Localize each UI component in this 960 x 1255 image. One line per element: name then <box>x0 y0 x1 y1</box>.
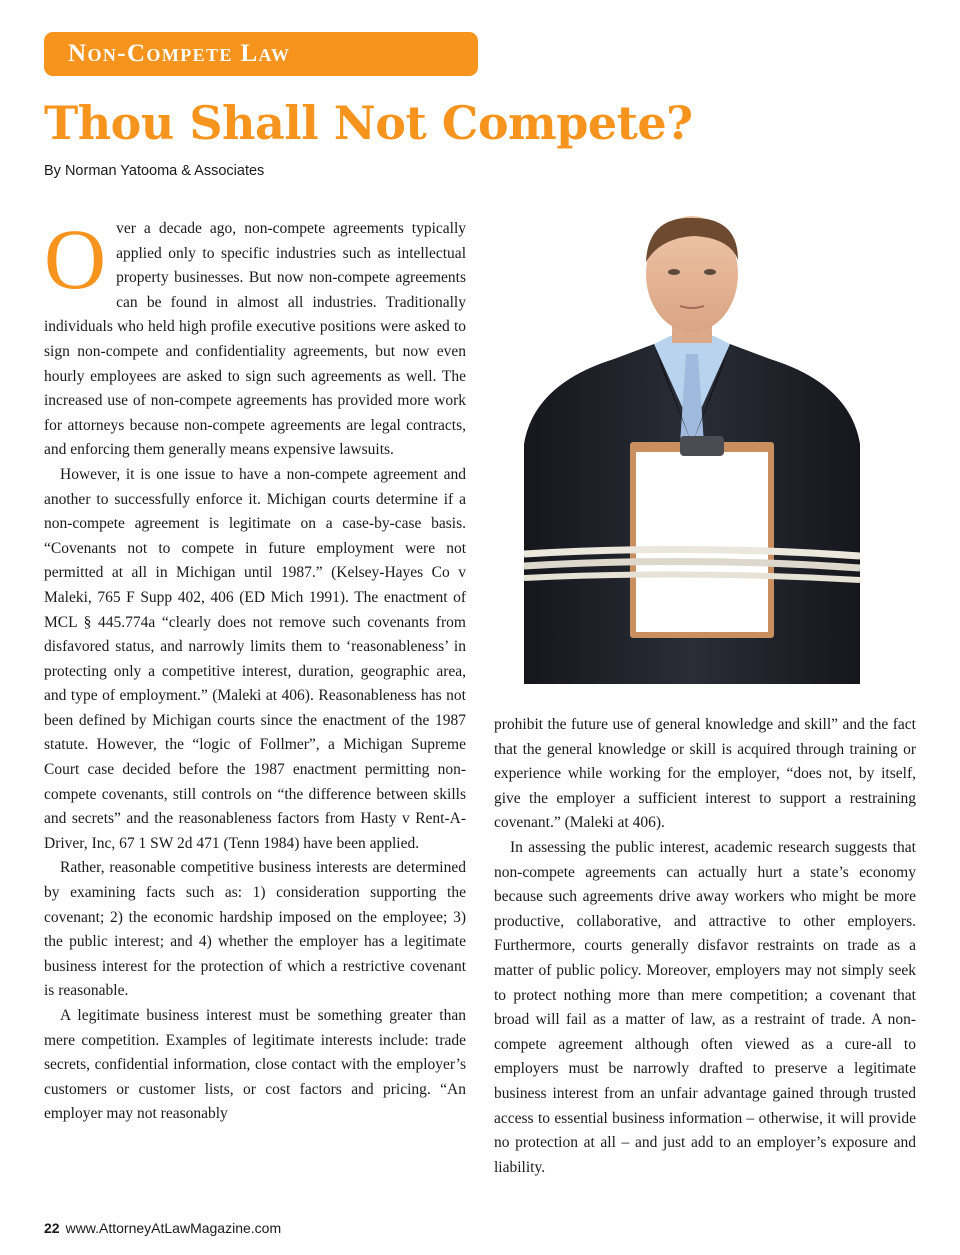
eye-left <box>668 269 680 275</box>
paragraph-text: ver a decade ago, non-compete agreements typically applied only to specific industries such as intellectual property businesses. But now non-compete agreements can be found in almost all industries. Traditionally individuals who held high profile executive positions were asked to sign non-compete and confidentiality agreements, but now even hourly employees are asked to sign such agreements as well. The increased use of non-compete agreements has provided more work for attorneys because non-compete agreements are legal contracts, and enforcing them generally means expensive lawsuits. <box>44 220 466 459</box>
right-column <box>494 713 916 1180</box>
businessman-tied-with-rope-icon <box>524 214 860 684</box>
page-number: 22 <box>44 1220 60 1236</box>
paragraph <box>44 211 466 463</box>
article-title: Thou Shall Not Compete? <box>44 96 693 150</box>
paragraph: In assessing the public interest, academic research suggests that non-compete agreements can actually hurt a state’s economy because such agreements drive away workers who might be more productive, collaborative, and attractive to other employers. Furthermore, courts generally disfavor restraints on trade as a matter of public policy. Moreover, employers may not simply seek to protect nothing more than mere competition; a covenant that broad will fail as a matter of law, as a restraint of trade. A non-compete agreement although often viewed as a cure-all to employers must be narrowly drafted to preserve a legitimate business interest from an unfair advantage gained through trusted access to essential business information – otherwise, it will provide no protection at all – and just add to an employer’s exposure and liability. <box>494 838 916 1176</box>
clipboard-paper <box>636 452 768 632</box>
paragraph: prohibit the future use of general knowledge and skill” and the fact that the general knowledge or skill is acquired through training or experience while working for the employer, “does not, by itself, give the employer a sufficient interest to support a restraining covenant.” (Maleki at 406). <box>494 716 916 832</box>
drop-cap: O <box>44 211 107 307</box>
eye-right <box>704 269 716 275</box>
footer-website-link[interactable]: www.AttorneyAtLawMagazine.com <box>65 1220 282 1236</box>
clipboard-clip <box>680 436 724 456</box>
paragraph: However, it is one issue to have a non-compete agreement and another to successfully enforce it. Michigan courts determine if a non-compete agreement is legitimate on a case-by-case basis. “Covenants not to compete in future employment were not permitted at all in Michigan until 1987.” (Kelsey-Hayes Co v Maleki, 765 F Supp 402, 406 (ED Mich 1991). The enactment of MCL § 445.774a “clearly does not remove such covenants from disfavored status, and narrowly limits them to ‘reasonableness’ in protecting only a competitive interest, duration, geographic area, and type of employment.” (Maleki at 406). Reasonableness has not been defined by Michigan courts since the enactment of the 1987 statute. However, the “logic of Follmer”, a Michigan Supreme Court case decided before the 1987 enactment permitting non-compete covenants, still controls on “the difference between skills and secrets” and the reasonableness factors from Hasty v Rent-A-Driver, Inc, 67 1 SW 2d 471 (Tenn 1984) have been applied. <box>44 465 466 852</box>
article-photo <box>524 214 860 684</box>
page-footer <box>44 1220 281 1236</box>
left-column <box>44 211 466 1127</box>
section-label: Non-Compete Law <box>68 40 291 67</box>
article-byline: By Norman Yatooma & Associates <box>44 163 265 179</box>
section-banner <box>44 32 478 76</box>
paragraph: Rather, reasonable competitive business interests are determined by examining facts such as: 1) consideration supporting the covenant; 2) the economic hardship imposed on the employee; 3) the public interest; and 4) whether the employer has a legitimate business interest for the protection of which a restrictive covenant is reasonable. <box>44 859 466 1000</box>
paragraph: A legitimate business interest must be something greater than mere competition. Examples of legitimate interests include: trade secrets, confidential information, close contact with the employer’s customers or customer lists, or cost factors and pricing. “An employer may not reasonably <box>44 1007 466 1123</box>
